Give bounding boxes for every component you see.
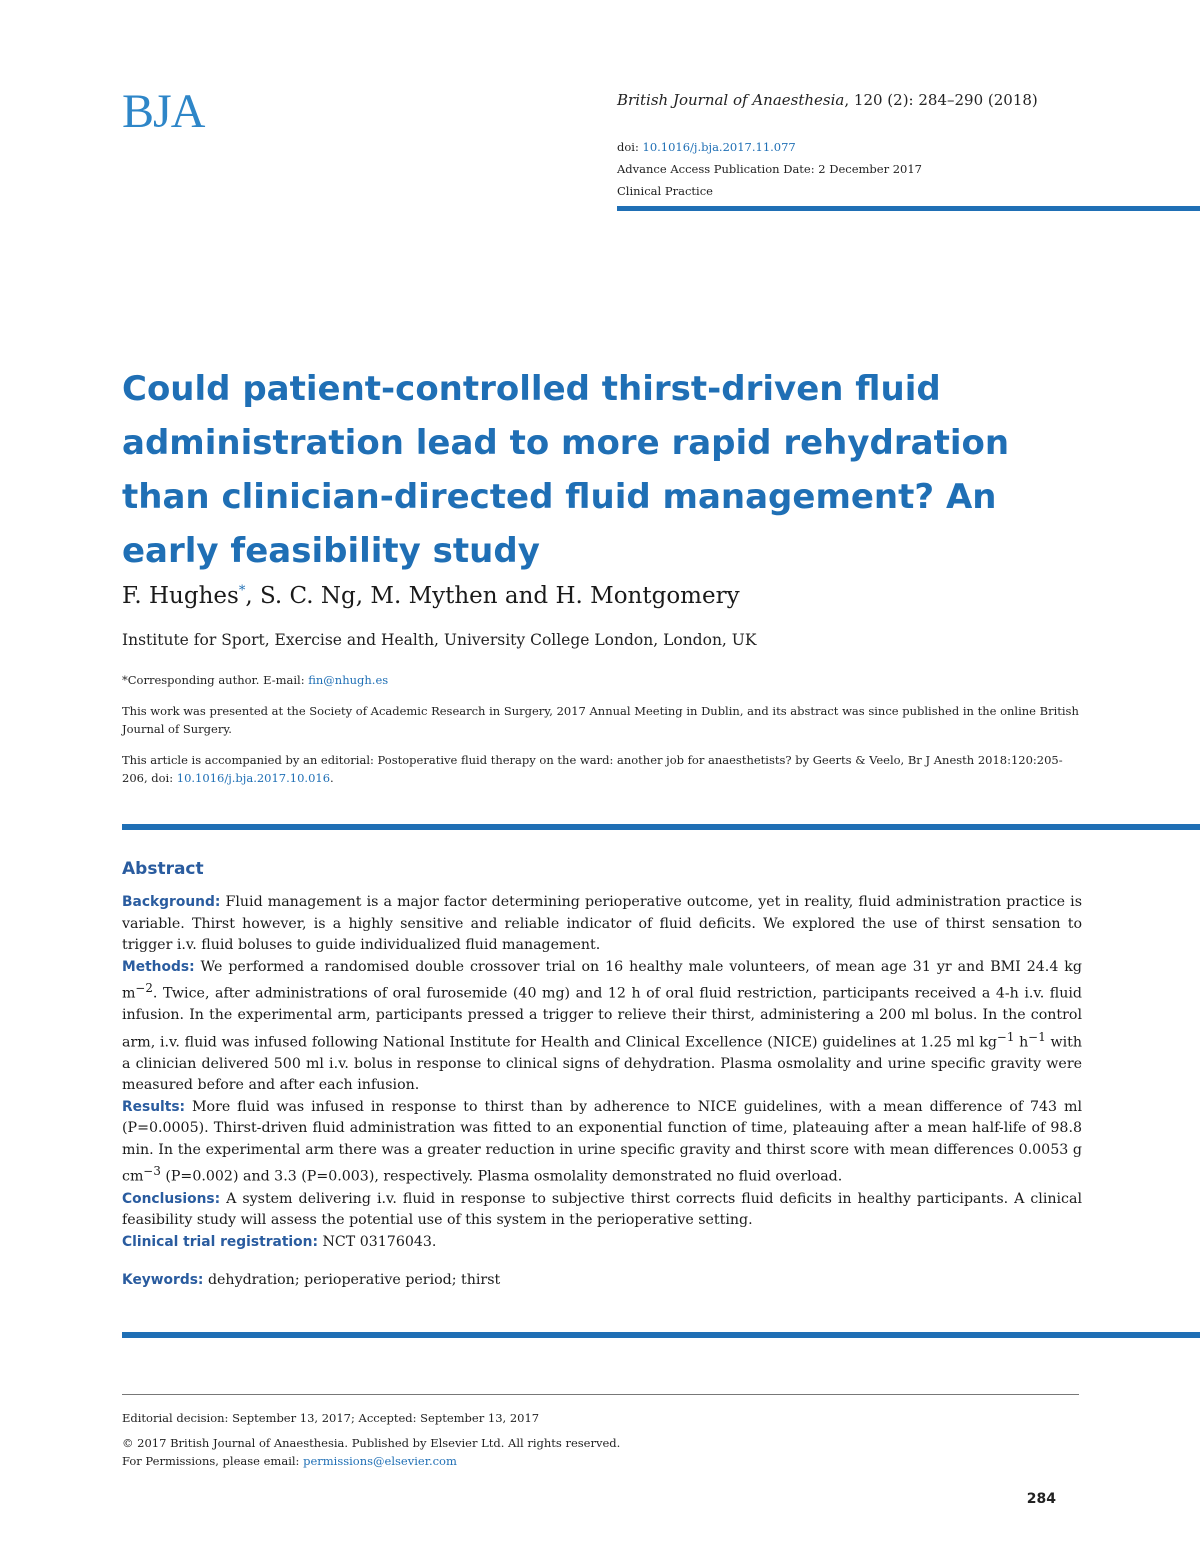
methods-superscript: −1 [996, 1029, 1015, 1044]
methods-superscript: −1 [1028, 1029, 1046, 1044]
abstract-results [122, 1097, 1082, 1189]
methods-text: . Twice, after administrations of oral furosemide (40 mg) and 12 h of oral fluid restriction, participants received a 4-h i.v. fluid infusion. In the experimental arm, participants pressed a trigger to relieve their thirst, administering a 200 ml bolus. In the control arm, i.v. fluid was infused following National Institute for Health and Clinical Excellence (NICE) guidelines at 1.25 ml kg [122, 985, 1082, 1051]
registration-text: NCT 03176043. [317, 1233, 437, 1250]
journal-volume: , 120 (2): 284–290 (2018) [844, 91, 1038, 109]
author-name: M. Mythen [370, 583, 498, 609]
article-section: Clinical Practice [617, 184, 713, 198]
abstract-conclusions [122, 1189, 1082, 1232]
results-text: More fluid was infused in response to thirst than by adherence to NICE guidelines, with a mean difference of 743 ml (P=0.0005). Thirst-driven fluid administration was fitted to an exponential function of time, plateauing after a mean half-life of 98.8 min. In the experimental arm there was a greater reduction in urine specific gravity and thirst score with mean differences 0.0053 g cm [122, 1098, 1082, 1186]
keywords-text: dehydration; perioperative period; thirst [203, 1272, 501, 1288]
article-meta [617, 136, 922, 202]
results-label: Results: [122, 1098, 186, 1115]
corresponding-mark: * [238, 583, 246, 599]
editorial-dates: Editorial decision: September 13, 2017; Accepted: September 13, 2017 [122, 1411, 540, 1425]
conclusions-label: Conclusions: [122, 1190, 221, 1207]
author-affiliation: Institute for Sport, Exercise and Health, University College London, London, UK [122, 631, 757, 649]
abstract-heading: Abstract [122, 859, 204, 879]
header-divider [617, 206, 1200, 211]
abstract-methods [122, 957, 1082, 1097]
abstract-registration [122, 1232, 1082, 1254]
abstract-bottom-divider [122, 1332, 1200, 1338]
permissions-email-link[interactable]: permissions@elsevier.com [303, 1454, 457, 1468]
author-separator: and [497, 583, 556, 609]
author-name: H. Montgomery [555, 583, 740, 609]
abstract-top-divider [122, 824, 1200, 830]
doi-label: doi: [617, 140, 643, 154]
page-number: 284 [1026, 1491, 1056, 1507]
background-text: Fluid management is a major factor determining perioperative outcome, yet in reality, fluid administration practice is variable. Thirst however, is a highly sensitive and reliable indicator of fluid deficits. We explored the use of thirst sensation to trigger i.v. fluid boluses to guide individualized fluid management. [122, 894, 1082, 953]
editorial-note [122, 751, 1080, 787]
author-name: S. C. Ng [259, 583, 356, 609]
results-text: (P=0.002) and 3.3 (P=0.003), respectively. Plasma osmolality demonstrated no fluid overload. [160, 1169, 843, 1186]
article-title: Could patient-controlled thirst-driven fluid administration lead to more rapid rehydration than clinician-directed fluid management? An early feasibility study [122, 369, 1010, 571]
journal-logo: BJA [122, 85, 205, 138]
editorial-note-text: This article is accompanied by an editorial: Postoperative fluid therapy on the ward: another job for anaesthetists? by Geerts & Veelo, Br J Anesth 2018:120:205-206, doi: [122, 753, 1063, 785]
corresponding-author-note [122, 671, 1080, 689]
results-superscript: −3 [143, 1164, 161, 1179]
methods-text: We performed a randomised double crossover trial on 16 healthy male volunteers, of mean age 31 yr and BMI 24.4 kg m [122, 958, 1082, 1002]
methods-text: with a clinician delivered 500 ml i.v. bolus in response to clinical signs of dehydration. Plasma osmolality and urine specific gravity were measured before and after each infusion. [122, 1034, 1083, 1094]
editorial-doi-link[interactable]: 10.1016/j.bja.2017.10.016 [176, 771, 331, 785]
abstract-background [122, 892, 1082, 957]
author-name: F. Hughes [122, 583, 239, 609]
author-separator: , [355, 583, 371, 609]
author-separator: , [245, 583, 260, 609]
author-list [122, 583, 740, 609]
conclusions-text: A system delivering i.v. fluid in response to subjective thirst corrects fluid deficits in healthy participants. A clinical feasibility study will assess the potential use of this system in the perioperative setting. [122, 1190, 1082, 1229]
methods-label: Methods: [122, 958, 195, 975]
registration-label: Clinical trial registration: [122, 1233, 318, 1250]
advance-access-date: Advance Access Publication Date: 2 December 2017 [617, 162, 922, 176]
keywords [122, 1272, 500, 1288]
journal-name: British Journal of Anaesthesia [617, 91, 845, 109]
keywords-label: Keywords: [122, 1272, 204, 1288]
journal-citation [617, 91, 1038, 109]
copyright-notice: © 2017 British Journal of Anaesthesia. Published by Elsevier Ltd. All rights reserved. [122, 1436, 621, 1450]
doi-link[interactable]: 10.1016/j.bja.2017.11.077 [642, 140, 796, 154]
permissions-label: For Permissions, please email: [122, 1454, 304, 1468]
corresponding-author-label: *Corresponding author. E-mail: [122, 673, 309, 687]
methods-superscript: −2 [135, 981, 153, 995]
editorial-note-end: . [330, 771, 334, 785]
doi-row [617, 136, 922, 158]
corresponding-email-link[interactable]: fin@nhugh.es [308, 673, 389, 687]
footer-divider [122, 1394, 1079, 1395]
methods-text: h [1014, 1034, 1029, 1051]
background-label: Background: [122, 894, 221, 910]
presentation-note: This work was presented at the Society of Academic Research in Surgery, 2017 Annual Meeting in Dublin, and its abstract was since published in the online British Journal of Surgery. [122, 704, 1079, 736]
abstract-body [122, 892, 1082, 1253]
permissions-note [122, 1454, 457, 1468]
